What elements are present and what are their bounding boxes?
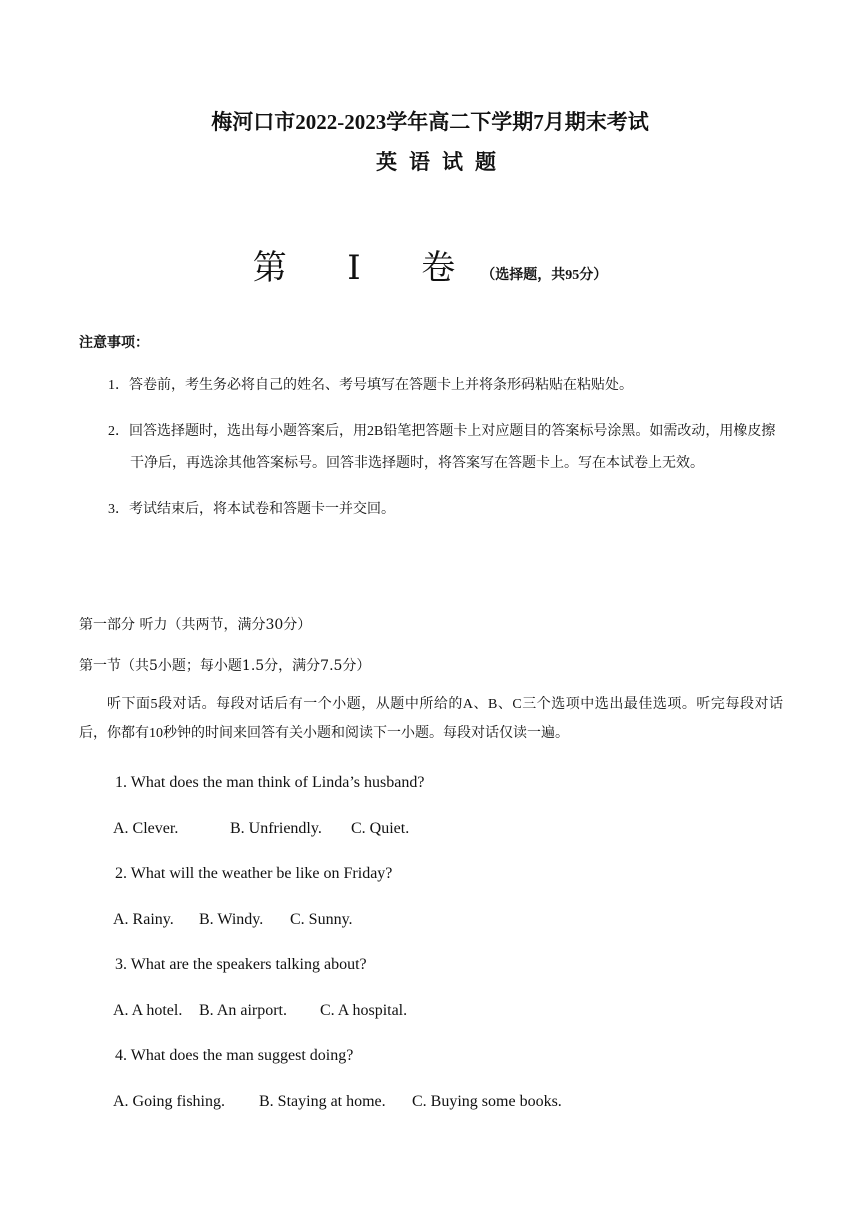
option-row [113, 816, 562, 862]
option-b: B. Staying at home. [259, 1092, 386, 1110]
option-b: B. An airport. [199, 1001, 287, 1019]
question-text: 2. What will the weather be like on Friday? [115, 865, 393, 882]
option-c: C. A hospital. [320, 1001, 408, 1019]
option-b: B. Windy. [199, 910, 264, 928]
option-c: C. Buying some books. [412, 1092, 562, 1110]
volume-heading [0, 240, 860, 289]
exam-title: 梅河口市2022-2023学年高二下学期7月期末考试 [211, 110, 649, 134]
notices-list [108, 370, 788, 540]
volume-note: （选择题，共95分） [481, 268, 608, 283]
notice-item: 3．考试结束后，将本试卷和答题卡一并交回。 [108, 502, 395, 517]
question-text: 3. What are the speakers talking about? [115, 956, 367, 973]
option-c: C. Sunny. [290, 910, 353, 928]
volume-label: 第 Ⅰ 卷 [252, 250, 482, 287]
option-a: A. Rainy. [113, 910, 174, 928]
question-list [113, 770, 562, 1134]
notice-item: 1．答卷前，考生务必将自己的姓名、考号填写在答题卡上并将条形码粘贴在粘贴处。 [108, 378, 633, 393]
part-heading: 第一部分 听力（共两节，满分30分） [79, 617, 312, 633]
option-row [113, 907, 562, 953]
subsection-heading: 第一节（共5小题；每小题1.5分，满分7.5分） [79, 658, 371, 674]
option-a: A. Clever. [113, 819, 179, 837]
notices-heading: 注意事项： [79, 336, 149, 351]
exam-subtitle: 英语试题 [376, 150, 508, 174]
option-a: A. A hotel. [113, 1001, 183, 1019]
notice-item: 2．回答选择题时，选出每小题答案后，用2B铅笔把答题卡上对应题目的答案标号涂黑。如需改动，用橡皮擦干净后，再选涂其他答案标号。回答非选择题时，将答案写在答题卡上。写在本试卷上无效。 [108, 424, 776, 471]
option-c: C. Quiet. [351, 819, 410, 837]
option-b: B. Unfriendly. [230, 819, 322, 837]
question-text: 1. What does the man think of Linda’s husband? [115, 774, 425, 791]
listening-instructions: 听下面5段对话。每段对话后有一个小题，从题中所给的A、B、C三个选项中选出最佳选项。听完每段对话后，你都有10秒钟的时间来回答有关小题和阅读下一小题。每段对话仅读一遍。 [79, 697, 783, 741]
option-row [113, 998, 562, 1044]
option-row [113, 1089, 562, 1135]
option-a: A. Going fishing. [113, 1092, 225, 1110]
question-text: 4. What does the man suggest doing? [115, 1047, 354, 1064]
